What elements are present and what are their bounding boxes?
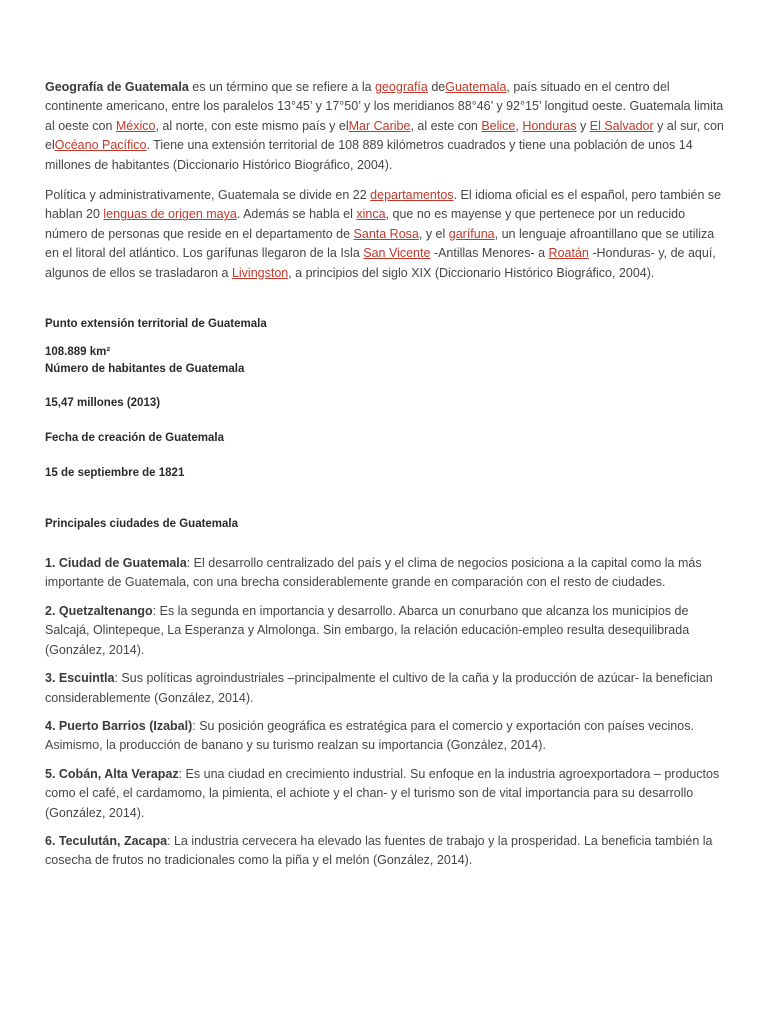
city-name: 5. Cobán, Alta Verapaz <box>45 766 179 781</box>
city-name: 1. Ciudad de Guatemala <box>45 556 187 571</box>
city-name: 2. Quetzaltenango <box>45 603 153 618</box>
link-mar-caribe[interactable]: Mar Caribe <box>348 118 411 133</box>
intro-text: es un término que se refiere a la <box>188 80 376 94</box>
link-oceano-pacifico[interactable]: Océano Pacífico <box>54 138 147 153</box>
politica-text: . El idioma oficial es el español, pero también se hablan 20 <box>45 188 722 222</box>
link-belice[interactable]: Belice <box>481 118 516 133</box>
city-name: 4. Puerto Barrios (Izabal) <box>45 718 193 733</box>
habitantes-heading: Número de habitantes de Guatemala <box>45 363 245 376</box>
link-xinca[interactable]: xinca <box>356 207 386 222</box>
list-item <box>45 669 725 708</box>
politica-text: , y el <box>418 226 449 241</box>
list-item <box>45 717 725 756</box>
link-departamentos[interactable]: departamentos <box>370 188 454 203</box>
intro-title: Geografía de Guatemala <box>45 80 189 94</box>
intro-text: , país situado en el centro del continente americano, entre los paralelos 13°45’ y 17°50’ y los meridianos 88°46’ y 92°15’ longitud oeste. Guatemala limita al oeste con <box>45 80 724 133</box>
habitantes-value: 15,47 millones (2013) <box>45 397 161 410</box>
intro-text: . Tiene una extensión territorial de 108 889 kilómetros cuadrados y tiene una población de unos 14 millones de habitantes (Diccionario Histórico Biográfico, 2004). <box>45 138 693 172</box>
politica-text: . Además se habla el <box>236 207 357 222</box>
city-description: : Su posición geográfica es estratégica para el comercio y exportación con países vecinos. Asimismo, la producción de banano y su turismo realzan su importancia (González, 2014). <box>45 718 694 753</box>
link-san-vicente[interactable]: San Vicente <box>363 246 431 261</box>
list-item <box>45 832 725 871</box>
city-description: : El desarrollo centralizado del país y el clima de negocios posiciona a la capital como la más importante de Guatemala, con una brecha considerablemente grande en comparación con el resto de ciudades. <box>45 556 702 590</box>
politica-text: -Honduras- y, de aquí, algunos de ellos se trasladaron a <box>45 246 716 280</box>
intro-text: de <box>427 80 446 94</box>
link-el-salvador[interactable]: El Salvador <box>589 118 654 133</box>
politica-paragraph <box>45 186 725 283</box>
link-santa-rosa[interactable]: Santa Rosa <box>353 226 419 241</box>
politica-text: , que no es mayense y que pertenece por un reducido número de personas que reside en el departamento de <box>45 207 686 241</box>
intro-text: y al sur, con el <box>45 118 724 153</box>
city-description: : Es la segunda en importancia y desarrollo. Abarca un conurbano que alcanza los municipios de Salcajá, Olintepeque, La Esperanza y Almolonga. Sin embargo, la relación educación-empleo resulta desequilibrada (González, 2014). <box>45 603 690 657</box>
fecha-value: 15 de septiembre de 1821 <box>45 467 185 480</box>
document-body <box>45 78 725 880</box>
link-guatemala[interactable]: Guatemala <box>445 80 507 94</box>
list-item <box>45 765 725 823</box>
city-name: 6. Teculután, Zacapa <box>45 833 168 848</box>
list-item <box>45 554 725 593</box>
intro-text: , <box>515 118 523 133</box>
link-mexico[interactable]: México <box>115 118 156 133</box>
link-lenguas-maya[interactable]: lenguas de origen maya <box>103 207 237 222</box>
extension-heading: Punto extensión territorial de Guatemala <box>45 318 267 331</box>
link-garifuna[interactable]: garífuna <box>448 226 495 241</box>
politica-text: -Antillas Menores- a <box>430 246 549 261</box>
city-description: : La industria cervecera ha elevado las fuentes de trabajo y la prosperidad. La beneficia también la cosecha de frutos no tradicionales como la piña y el melón (González, 2014). <box>45 833 713 868</box>
link-roatan[interactable]: Roatán <box>548 246 589 261</box>
politica-text: Política y administrativamente, Guatemala se divide en 22 <box>45 188 371 203</box>
list-item <box>45 602 725 660</box>
city-description: : Es una ciudad en crecimiento industrial. Su enfoque en la industria agroexportadora – productos como el café, el cardamomo, la pimienta, el achiote y el chan- y el turismo son de vital importancia para su desarrollo (González, 2014). <box>45 766 720 820</box>
intro-text: y <box>576 118 590 133</box>
intro-text: , al este con <box>410 118 482 133</box>
intro-paragraph <box>45 78 725 175</box>
city-name: 3. Escuintla <box>45 671 115 686</box>
intro-text: , al norte, con este mismo país y el <box>155 118 349 133</box>
link-honduras[interactable]: Honduras <box>522 118 577 133</box>
ciudades-heading: Principales ciudades de Guatemala <box>45 518 239 531</box>
link-geografia[interactable]: geografía <box>375 80 428 94</box>
politica-text: , un lenguaje afroantillano que se utiliza en el litoral del atlántico. Los garífunas llegaron de la Isla <box>45 226 715 261</box>
city-description: : Sus políticas agroindustriales –principalmente el cultivo de la caña y la producción de azúcar- la benefician considerablemente (González, 2014). <box>45 671 713 705</box>
cities-list <box>45 554 725 871</box>
politica-text: , a principios del siglo XIX (Diccionario Histórico Biográfico, 2004). <box>288 265 655 280</box>
fecha-heading: Fecha de creación de Guatemala <box>45 432 224 445</box>
extension-value: 108.889 km² <box>45 346 111 359</box>
link-livingston[interactable]: Livingston <box>231 265 289 280</box>
